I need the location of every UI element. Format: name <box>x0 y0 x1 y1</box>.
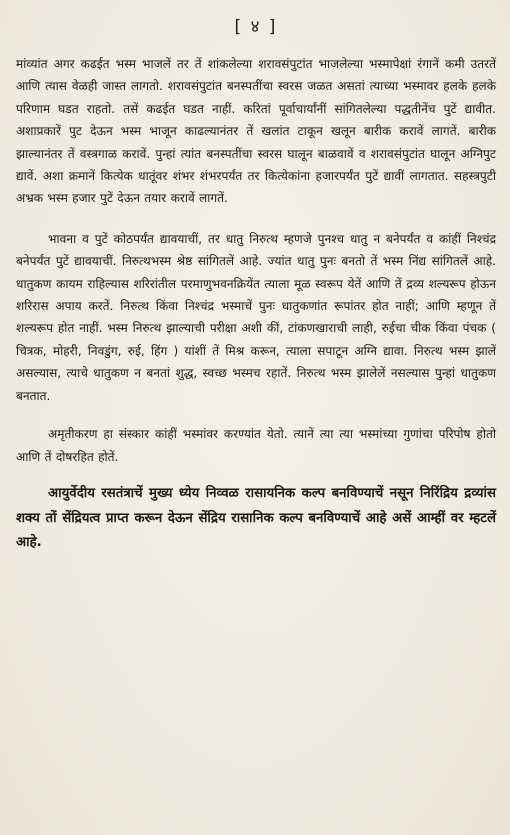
page-number: [ ४ ] <box>234 17 278 37</box>
paragraph-3: अमृतीकरण हा संस्कार कांहीं भस्मांवर करण्यांत येतो. त्यानें त्या त्या भस्मांच्या गुणांचा परिपोष होतो आणि तें दोषरहित होतें. <box>16 427 496 464</box>
paragraph-2: भावना व पुटें कोठपर्यंत द्यावयाचीं, तर धातु निरुत्थ म्हणजे पुनश्च धातु न बनेपर्यंत व कांहीं निश्चंद्र बनेपर्यंत पुटें द्यावयाचीं. निरुत्थभस्म श्रेष्ठ सांगितलें आहे. ज्यांत धातु पुनः बनतो तें भस्म निंद्य सांगितलें आहे. धातुकण कायम राहिल्यास शरिरांतील परमाणुभवनक्रियेंत त्याला मूळ स्वरूप येतें आणि तें द्रव्य शल्यरूप होऊन शरिरास अपाय करतें. निरुत्थ किंवा निश्चंद्र भस्माचें पुनः धातुकणांत रूपांतर होत नाहीं; आणि म्हणून तें शल्यरूप होत नाहीं. भस्म निरुत्थ झाल्याची परीक्षा अशी कीं, टांकणखाराची लाही, रुईचा चीक किंवा पंचक ( चित्रक, मोहरी, निवडुंग, रुई, हिंग ) यांशीं तें मिश्र करून, त्याला सपाटून अग्नि द्यावा. निरुत्थ भस्म झालें असल्यास, त्याचे धातुकण न बनतां शुद्ध, स्वच्छ भस्मच रहातें. निरुत्थ भस्म झालेलें नसल्यास पुन्हां धातुकण बनतात. <box>16 231 496 403</box>
paragraph-4: आयुर्वेदीय रसतंत्राचें मुख्य ध्येय निव्वळ रासायनिक कल्प बनविण्याचें नसून निरिंद्रिय द्रव्यांस शक्य तों सेंद्रियत्व प्राप्त करून देऊन सेंद्रिय रासानिक कल्प बनविण्याचें आहे असें आम्हीं वर म्हटलें आहे. <box>16 485 496 551</box>
paragraph-1: मांव्यांत अगर कढईत भस्म भाजलें तर तें शांकलेल्या शरावसंपुटांत भाजलेल्या भस्मापेक्षां रंगानें कमी उतरतें आणि त्यास वेळही जास्त लागतो. शरावसंपुटांत बनस्पतींचा स्वरस जळत असतां त्याच्या भस्मावर हलके हलके परिणाम घडत राहतो. तसें कढईत घडत नाहीं. करितां पूर्वाचार्यांनीं सांगितलेल्या पद्धतीनेंच पुटें द्यावीत. अशाप्रकारें पुट देऊन भस्म भाजून काढल्यानंतर तें खलांत टाकून खलून बारीक करावें लागतें. बारीक झाल्यानंतर तें वस्त्रगाळ करावें. पुन्हां त्यांत बनस्पतींचा स्वरस घालून बाळवावें व शरावसंपुटांत घालून अग्निपुट द्यावें. अशा क्रमानें कित्येक धातूंवर शंभर शंभरपर्यंत तर कित्येकांना हजारपर्यंत पुटें द्यावीं लागतात. सहस्त्रपुटी अभ्रक भस्म हजार पुटें देऊन तयार करावें लागतें. <box>16 57 496 206</box>
